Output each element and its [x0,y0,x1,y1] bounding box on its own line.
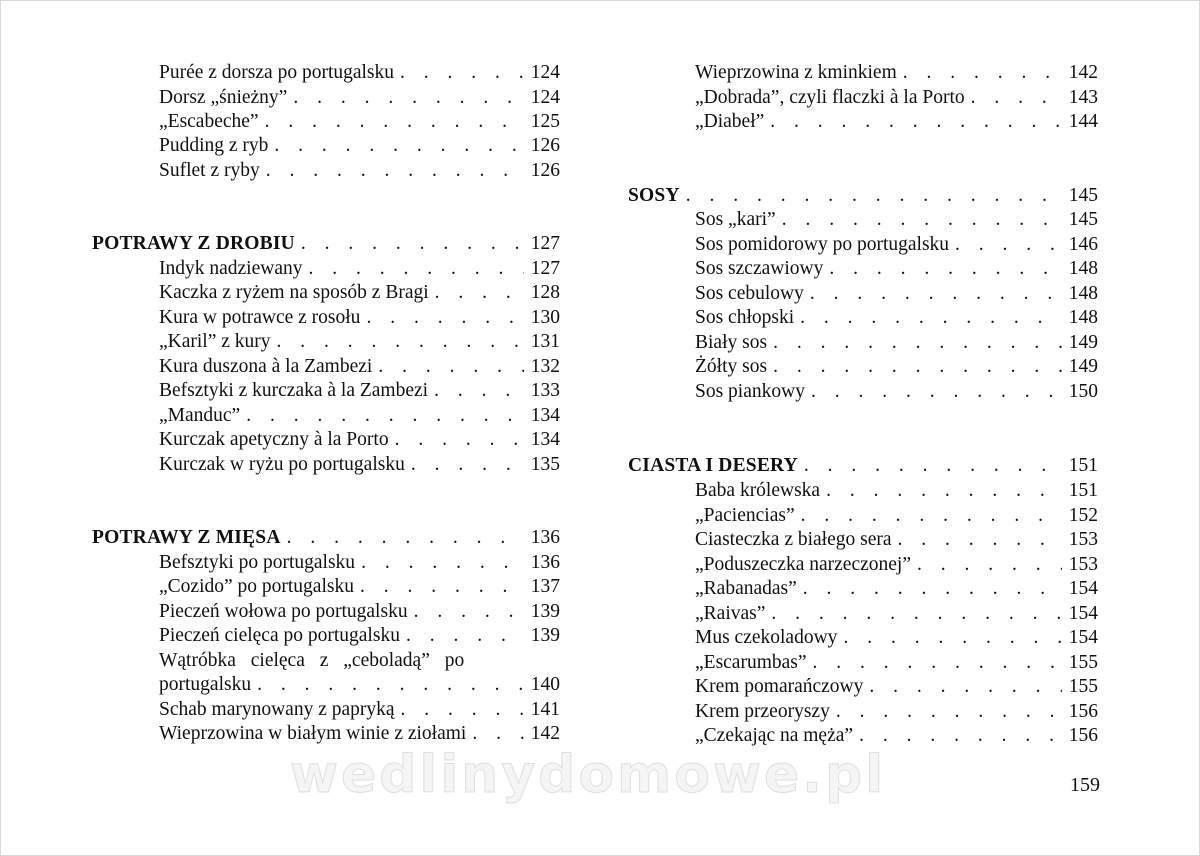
toc-entry [159,110,560,134]
toc-entry [695,602,1098,626]
entry-page: 135 [530,454,560,475]
dot-leader [295,232,524,256]
dot-leader [281,526,524,550]
entry-title: „Cozido” po portugalsku [159,576,354,597]
dot-leader [680,184,1062,208]
entry-title: Wieprzowina z kminkiem [695,62,897,83]
entry-page: 151 [1068,480,1098,501]
entry-page: 125 [530,111,560,132]
toc-entry [159,624,560,648]
dot-leader [268,134,524,158]
entry-title: „Escabeche” [159,111,259,132]
dot-leader [466,722,524,746]
entry-page: 154 [1068,603,1098,624]
toc-entry [159,355,560,379]
entry-title: „Czekając na męża” [695,725,854,746]
dot-leader [405,453,524,477]
entry-page: 150 [1068,381,1098,402]
entry-title: Krem pomarańczowy [695,676,864,697]
entry-page: 126 [530,160,560,181]
entry-title: „Karil” z kury [159,331,271,352]
dot-leader [949,233,1062,257]
toc-entry [695,355,1098,379]
dot-leader [408,600,524,624]
dot-leader [795,504,1062,528]
dot-leader [853,724,1062,748]
entry-page: 139 [530,625,560,646]
toc-entry [159,306,560,330]
dot-leader [798,454,1062,478]
entry-title: portugalsku [159,674,252,695]
section-heading-poultry [92,232,560,256]
dot-leader [354,575,524,599]
entry-title: Kura w potrawce z rosołu [159,307,361,328]
entry-page: 132 [530,356,560,377]
dot-leader [764,110,1062,134]
section-title: POTRAWY Z DROBIU [92,233,295,254]
toc-entry [695,380,1098,404]
dot-leader [823,257,1062,281]
toc-entry [159,86,560,110]
entry-title: Ciasteczka z białego sera [695,529,892,550]
dot-leader [804,282,1062,306]
toc-entry [159,698,560,722]
toc-entry [695,110,1098,134]
entry-title: Dorsz „śnieżny” [159,87,288,108]
entry-page: 131 [530,331,560,352]
toc-entry-line2 [159,673,560,697]
entry-title: „Raivas” [695,603,766,624]
entry-page: 156 [1068,701,1098,722]
toc-entry [695,282,1098,306]
entry-title: „Dobrada”, czyli flaczki à la Porto [695,87,965,108]
toc-entry [695,651,1098,675]
dot-leader [251,673,524,697]
dot-leader [303,257,525,281]
entry-title: Biały sos [695,332,768,353]
toc-entry [159,134,560,158]
entry-page: 148 [1068,307,1098,328]
entry-page: 149 [1068,356,1098,377]
entry-title: Sos pomidorowy po portugalsku [695,234,950,255]
entry-title: Pudding z ryb [159,135,269,156]
toc-entry [695,504,1098,528]
entry-page: 155 [1068,676,1098,697]
entry-page: 148 [1068,258,1098,279]
dot-leader [360,306,524,330]
entry-page: 134 [530,429,560,450]
entry-title: Krem przeoryszy [695,701,830,722]
dot-leader [794,306,1062,330]
entry-page: 124 [530,62,560,83]
dot-leader [429,281,524,305]
entry-title: „Rabanadas” [695,578,797,599]
section-page: 127 [530,233,560,254]
toc-entry [159,575,560,599]
toc-entry [159,159,560,183]
section-title: SOSY [628,185,680,206]
dot-leader [287,86,524,110]
entry-title: Befsztyki z kurczaka à la Zambezi [159,380,429,401]
toc-entry [159,453,560,477]
entry-title: Baba królewska [695,480,821,501]
entry-page: 142 [1068,62,1098,83]
dot-leader [820,479,1062,503]
watermark: wedlinydomowe.pl [290,745,887,805]
dot-leader [767,331,1062,355]
toc-entry [695,553,1098,577]
section-heading-meat [92,526,560,550]
section-page: 136 [530,527,560,548]
entry-page: 128 [530,282,560,303]
toc-entry [159,257,560,281]
entry-page: 142 [530,723,560,744]
entry-page: 127 [530,258,560,279]
dot-leader [260,159,524,183]
entry-title: Sos cebulowy [695,283,804,304]
entry-page: 156 [1068,725,1098,746]
entry-page: 149 [1068,332,1098,353]
entry-title: „Diabeł” [695,111,765,132]
dot-leader [767,355,1062,379]
dot-leader [395,698,524,722]
toc-entry [695,208,1098,232]
dot-leader [400,624,524,648]
toc-entry [159,600,560,624]
entry-page: 126 [530,135,560,156]
toc-entry [695,700,1098,724]
entry-title: Pieczeń cielęca po portugalsku [159,625,400,646]
dot-leader [765,602,1062,626]
dot-leader [797,577,1062,601]
toc-entry [159,722,560,746]
toc-entry [695,86,1098,110]
dot-leader [259,110,524,134]
entry-page: 140 [530,674,560,695]
toc-entry [695,577,1098,601]
entry-title: Sos chłopski [695,307,795,328]
entry-title: „Paciencias” [695,505,795,526]
toc-entry [695,257,1098,281]
dot-leader [394,61,524,85]
entry-title: Żółty sos [695,356,768,377]
entry-title: Kurczak w ryżu po portugalsku [159,454,405,475]
dot-leader [911,553,1062,577]
entry-title: Suflet z ryby [159,160,260,181]
toc-entry [159,281,560,305]
entry-page: 144 [1068,111,1098,132]
toc-entry [159,61,560,85]
dot-leader [892,528,1062,552]
entry-title: Kurczak apetyczny à la Porto [159,429,389,450]
toc-entry [159,428,560,452]
entry-title: Sos „kari” [695,209,776,230]
entry-page: 139 [530,601,560,622]
entry-page: 133 [530,380,560,401]
section-heading-sauces [628,184,1098,208]
entry-page: 141 [530,699,560,720]
dot-leader [355,551,524,575]
entry-page: 153 [1068,554,1098,575]
entry-title: Wątróbka cielęca z „ceboladą” po [159,650,465,671]
toc-entry [695,626,1098,650]
entry-title: Pieczeń wołowa po portugalsku [159,601,408,622]
entry-title: „Poduszeczka narzeczonej” [695,554,911,575]
section-heading-desserts [628,454,1098,478]
toc-entry [695,479,1098,503]
section-title: CIASTA I DESERY [628,455,798,476]
entry-page: 143 [1068,87,1098,108]
dot-leader [965,86,1062,110]
entry-title: Befsztyki po portugalsku [159,552,356,573]
entry-page: 148 [1068,283,1098,304]
entry-title: Indyk nadziewany [159,258,303,279]
entry-page: 130 [530,307,560,328]
section-page: 151 [1068,455,1098,476]
entry-page: 137 [530,576,560,597]
toc-entry [695,724,1098,748]
entry-page: 154 [1068,627,1098,648]
entry-title: Kaczka z ryżem na sposób z Bragi [159,282,429,303]
dot-leader [776,208,1062,232]
toc-entry [159,379,560,403]
dot-leader [372,355,524,379]
dot-leader [837,626,1062,650]
dot-leader [428,379,524,403]
dot-leader [805,380,1062,404]
toc-entry [695,528,1098,552]
entry-title: „Escarumbas” [695,652,807,673]
page-number: 159 [1070,774,1100,796]
dot-leader [807,651,1062,675]
entry-page: 146 [1068,234,1098,255]
entry-page: 152 [1068,505,1098,526]
dot-leader [863,675,1062,699]
entry-title: Kura duszona à la Zambezi [159,356,373,377]
dot-leader [830,700,1062,724]
entry-page: 153 [1068,529,1098,550]
dot-leader [897,61,1062,85]
entry-page: 124 [530,87,560,108]
toc-entry [695,675,1098,699]
entry-title: Sos piankowy [695,381,805,402]
entry-page: 136 [530,552,560,573]
toc-entry [695,61,1098,85]
toc-entry [695,233,1098,257]
dot-leader [389,428,524,452]
toc-entry [695,306,1098,330]
toc-entry [159,551,560,575]
entry-title: Sos szczawiowy [695,258,824,279]
entry-page: 134 [530,405,560,426]
toc-entry [159,404,560,428]
section-page: 145 [1068,185,1098,206]
dot-leader [240,404,524,428]
section-title: POTRAWY Z MIĘSA [92,527,281,548]
entry-title: Wieprzowina w białym winie z ziołami [159,723,467,744]
entry-page: 145 [1068,209,1098,230]
toc-entry [159,330,560,354]
dot-leader [271,330,524,354]
entry-page: 154 [1068,578,1098,599]
toc-entry-line1 [159,649,560,673]
toc-entry [695,331,1098,355]
entry-title: „Manduc” [159,405,241,426]
entry-title: Mus czekoladowy [695,627,838,648]
entry-page: 155 [1068,652,1098,673]
entry-title: Purée z dorsza po portugalsku [159,62,395,83]
entry-title: Schab marynowany z papryką [159,699,395,720]
